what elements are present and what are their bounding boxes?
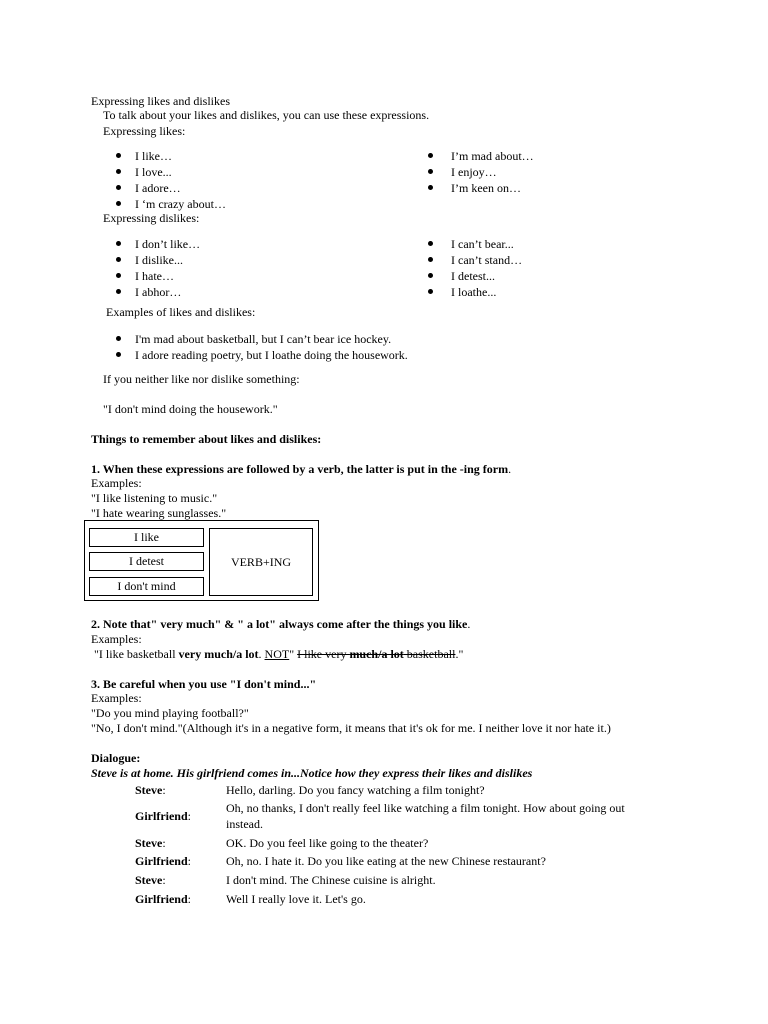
examples-label: Examples: bbox=[91, 476, 142, 490]
examples-label: Examples: bbox=[91, 632, 142, 646]
dialogue-line: OK. Do you feel like going to the theater? bbox=[226, 836, 429, 850]
ex-wrong-text: basketball bbox=[403, 647, 456, 661]
dialogue-line: Oh, no. I hate it. Do you like eating at the new Chinese restaurant? bbox=[226, 854, 546, 868]
examples-heading: Examples of likes and dislikes: bbox=[106, 305, 256, 319]
dialogue-speaker: Steve: bbox=[135, 783, 166, 797]
speaker-name: Steve bbox=[135, 873, 163, 887]
table-cell-verb: VERB+ING bbox=[209, 528, 313, 596]
bullet-icon bbox=[428, 241, 433, 246]
rule-2-example bbox=[91, 647, 463, 661]
bullet-icon bbox=[116, 241, 121, 246]
list-item: I ‘m crazy about… bbox=[135, 197, 226, 211]
speaker-name: Steve bbox=[135, 836, 163, 850]
neither-line: If you neither like nor dislike something: bbox=[103, 372, 300, 386]
verb-ing-table bbox=[84, 520, 319, 601]
dialogue-intro: Steve is at home. His girlfriend comes in...Notice how they express their likes and dislikes bbox=[91, 766, 533, 780]
example-item: I adore reading poetry, but I loathe doing the housework. bbox=[135, 348, 408, 362]
rule-1-period: . bbox=[508, 462, 512, 476]
speaker-name: Steve bbox=[135, 783, 163, 797]
bullet-icon bbox=[428, 185, 433, 190]
table-cell-subject: I don't mind bbox=[89, 577, 204, 596]
dislikes-heading: Expressing dislikes: bbox=[103, 211, 200, 225]
dialogue-line: Oh, no thanks, I don't really feel like watching a film tonight. How about going out instead. bbox=[226, 801, 625, 831]
likes-heading: Expressing likes: bbox=[103, 124, 186, 138]
rule-1-example-2: "I hate wearing sunglasses." bbox=[91, 506, 227, 520]
list-item: I can’t stand… bbox=[451, 253, 523, 267]
bullet-icon bbox=[116, 153, 121, 158]
list-item: I’m mad about… bbox=[451, 149, 534, 163]
dialogue-line: Hello, darling. Do you fancy watching a film tonight? bbox=[226, 783, 485, 797]
rule-2-title bbox=[91, 617, 470, 631]
ex-wrong bbox=[297, 647, 455, 661]
speaker-name: Girlfriend bbox=[135, 854, 188, 868]
dialogue-speaker: Girlfriend: bbox=[135, 854, 192, 868]
neither-quote: "I don't mind doing the housework." bbox=[103, 402, 278, 416]
bullet-icon bbox=[116, 289, 121, 294]
bullet-icon bbox=[116, 257, 121, 262]
list-item: I detest... bbox=[451, 269, 495, 283]
rule-2-title-text: 2. Note that" very much" & " a lot" always come after the things you like bbox=[91, 617, 468, 631]
section-heading: Things to remember about likes and dislikes: bbox=[91, 432, 322, 446]
rule-1-title bbox=[91, 462, 511, 476]
speaker-name: Girlfriend bbox=[135, 809, 188, 823]
bullet-icon bbox=[116, 201, 121, 206]
ex-not: NOT bbox=[264, 647, 290, 661]
list-item: I enjoy… bbox=[451, 165, 497, 179]
dialogue-speaker: Steve: bbox=[135, 836, 166, 850]
example-item: I'm mad about basketball, but I can’t bear ice hockey. bbox=[135, 332, 392, 346]
list-item: I loathe... bbox=[451, 285, 497, 299]
ex-text: ." bbox=[455, 647, 464, 661]
ex-text: " bbox=[289, 647, 298, 661]
bullet-icon bbox=[428, 289, 433, 294]
ex-wrong-emphasis: much/a lot bbox=[349, 647, 404, 661]
ex-wrong-text: I like very bbox=[297, 647, 350, 661]
list-item: I abhor… bbox=[135, 285, 182, 299]
list-item: I dislike... bbox=[135, 253, 183, 267]
dialogue-speaker: Girlfriend: bbox=[135, 809, 192, 823]
rule-2-period: . bbox=[467, 617, 471, 631]
table-cell-subject: I like bbox=[89, 528, 204, 547]
table-cell-subject: I detest bbox=[89, 552, 204, 571]
bullet-icon bbox=[428, 169, 433, 174]
ex-text: "I like basketball bbox=[91, 647, 179, 661]
ex-emphasis: very much/a lot bbox=[178, 647, 259, 661]
examples-label: Examples: bbox=[91, 691, 142, 705]
bullet-icon bbox=[116, 169, 121, 174]
bullet-icon bbox=[428, 153, 433, 158]
bullet-icon bbox=[116, 352, 121, 357]
list-item: I like… bbox=[135, 149, 172, 163]
list-item: I love... bbox=[135, 165, 172, 179]
list-item: I don’t like… bbox=[135, 237, 201, 251]
list-item: I hate… bbox=[135, 269, 174, 283]
list-item: I can’t bear... bbox=[451, 237, 514, 251]
dialogue-line: Well I really love it. Let's go. bbox=[226, 892, 366, 906]
list-item: I adore… bbox=[135, 181, 181, 195]
rule-3-example-2: "No, I don't mind."(Although it's in a negative form, it means that it's ok for me. I neither love it nor hate it.) bbox=[91, 721, 611, 735]
rule-1-title-text: 1. When these expressions are followed by a verb, the latter is put in the -ing form bbox=[91, 462, 509, 476]
rule-3-example-1: "Do you mind playing football?" bbox=[91, 706, 249, 720]
rule-3-title: 3. Be careful when you use "I don't mind..." bbox=[91, 677, 317, 691]
list-item: I’m keen on… bbox=[451, 181, 521, 195]
dialogue-line: I don't mind. The Chinese cuisine is alright. bbox=[226, 873, 436, 887]
rule-1-example-1: "I like listening to music." bbox=[91, 491, 218, 505]
speaker-name: Girlfriend bbox=[135, 892, 188, 906]
dialogue-speaker: Girlfriend: bbox=[135, 892, 192, 906]
page-title: Expressing likes and dislikes bbox=[91, 94, 230, 108]
bullet-icon bbox=[116, 185, 121, 190]
bullet-icon bbox=[116, 273, 121, 278]
intro-text: To talk about your likes and dislikes, you can use these expressions. bbox=[103, 108, 430, 122]
bullet-icon bbox=[428, 257, 433, 262]
dialogue-heading: Dialogue: bbox=[91, 751, 141, 765]
bullet-icon bbox=[116, 336, 121, 341]
ex-text: . bbox=[258, 647, 265, 661]
dialogue-speaker: Steve: bbox=[135, 873, 166, 887]
bullet-icon bbox=[428, 273, 433, 278]
